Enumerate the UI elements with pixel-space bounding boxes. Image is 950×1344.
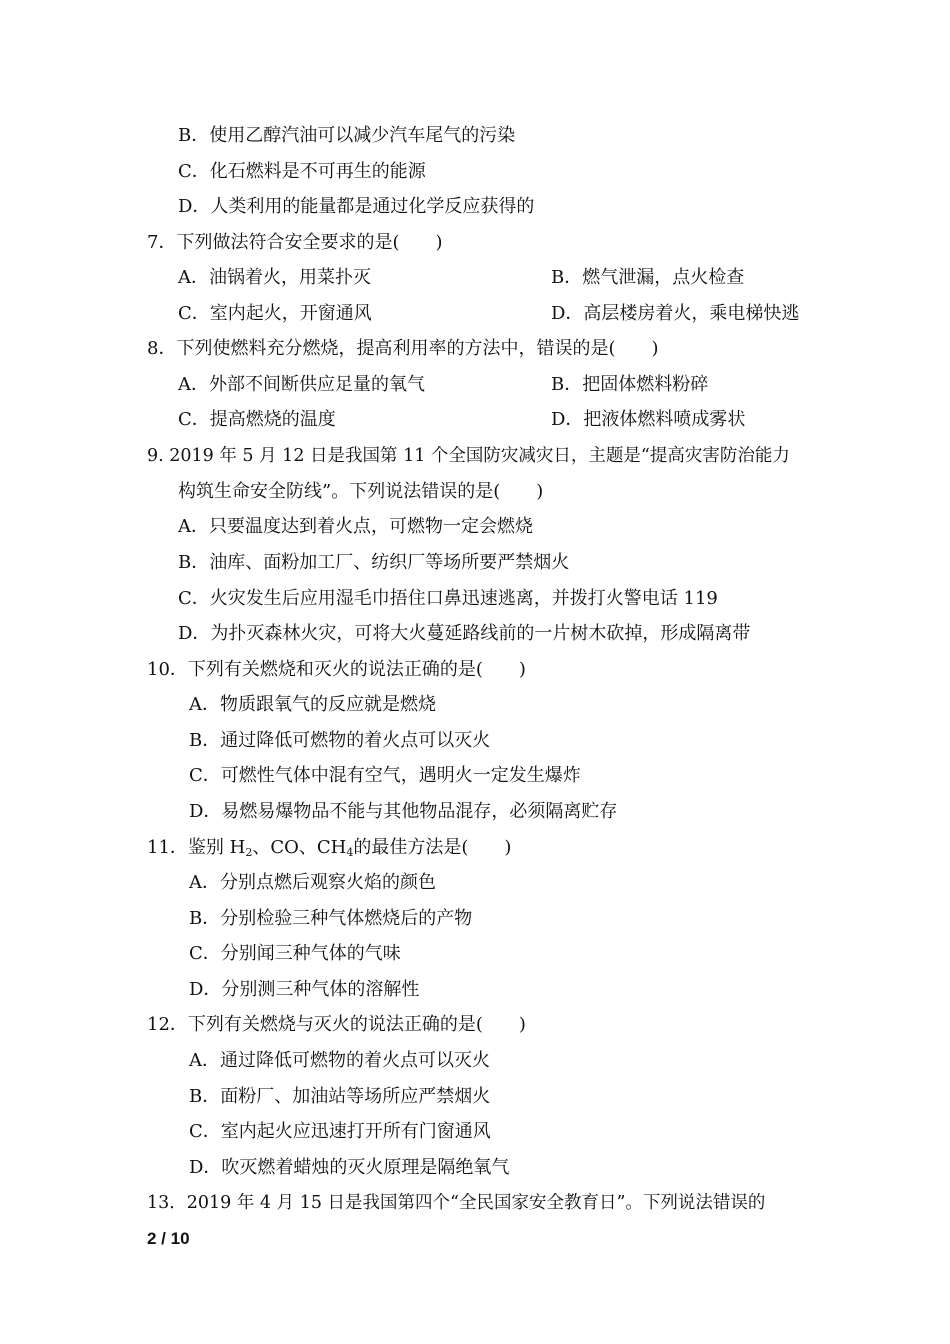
q11-option-c: C．分别闻三种气体的气味 [189,943,401,964]
q12-stem: 12．下列有关燃烧与灭火的说法正确的是( ) [147,1014,526,1035]
q13-stem: 13．2019 年 4 月 15 日是我国第四个“全民国家安全教育日”。下列说法错误的 [147,1193,766,1213]
q6-option-d: D．人类利用的能量都是通过化学反应获得的 [178,196,535,217]
q8-option-c: C．提高燃烧的温度 [178,409,336,430]
q12-option-c: C．室内起火应迅速打开所有门窗通风 [189,1121,491,1142]
q11-subscript-2: 2 [245,846,253,859]
q11-stem [147,836,511,860]
q7-option-a: A．油锅着火，用菜扑灭 [178,267,371,288]
q12-option-b: B．面粉厂、加油站等场所应严禁烟火 [189,1086,491,1107]
q9-option-d: D．为扑灭森林火灾，可将大火蔓延路线前的一片树木砍掉，形成隔离带 [178,623,751,644]
q11-option-b: B．分别检验三种气体燃烧后的产物 [189,908,473,929]
q11-stem-text-2: 、CO、CH [252,837,347,858]
q10-option-b: B．通过降低可燃物的着火点可以灭火 [189,730,491,751]
q9-option-c: C．火灾发生后应用湿毛巾捂住口鼻迅速逃离，并拨打火警电话 119 [178,588,718,609]
q11-subscript-4: 4 [346,846,354,859]
q11-option-d: D．分别测三种气体的溶解性 [189,979,420,1000]
q8-option-d: D．把液体燃料喷成雾状 [551,409,746,430]
q11-stem-text-1: 11．鉴别 H [147,837,246,858]
q12-option-a: A．通过降低可燃物的着火点可以灭火 [189,1050,490,1071]
q8-option-b: B．把固体燃料粉碎 [551,374,709,395]
q11-stem-text-3: 的最佳方法是( ) [353,837,512,858]
q11-option-a: A．分别点燃后观察火焰的颜色 [189,872,436,893]
q9-option-b: B．油库、面粉加工厂、纺织厂等场所要严禁烟火 [178,552,570,573]
q10-option-d: D．易燃易爆物品不能与其他物品混存，必须隔离贮存 [189,801,618,822]
q7-option-b: B．燃气泄漏，点火检查 [551,267,745,288]
q10-option-c: C．可燃性气体中混有空气，遇明火一定发生爆炸 [189,765,581,786]
q7-stem: 7．下列做法符合安全要求的是( ) [147,232,443,253]
q10-stem: 10．下列有关燃烧和灭火的说法正确的是( ) [147,659,526,680]
q7-option-d: D．高层楼房着火，乘电梯快逃 [551,303,800,324]
q9-stem-line2: 构筑生命安全防线”。下列说法错误的是( ) [178,481,544,502]
q8-option-a: A．外部不间断供应足量的氧气 [178,374,425,395]
q12-option-d: D．吹灭燃着蜡烛的灭火原理是隔绝氧气 [189,1157,510,1178]
q8-stem: 8．下列使燃料充分燃烧，提高利用率的方法中，错误的是( ) [147,338,659,359]
q9-stem-line1: 9. 2019 年 5 月 12 日是我国第 11 个全国防灾减灾日，主题是“提高灾害防治能力 [147,446,790,466]
q6-option-c: C．化石燃料是不可再生的能源 [178,161,426,182]
q9-option-a: A．只要温度达到着火点，可燃物一定会燃烧 [178,516,533,537]
q7-option-c: C．室内起火，开窗通风 [178,303,372,324]
q6-option-b: B．使用乙醇汽油可以减少汽车尾气的污染 [178,125,516,146]
page-number: 2 / 10 [147,1229,190,1248]
q10-option-a: A．物质跟氧气的反应就是燃烧 [189,694,436,715]
